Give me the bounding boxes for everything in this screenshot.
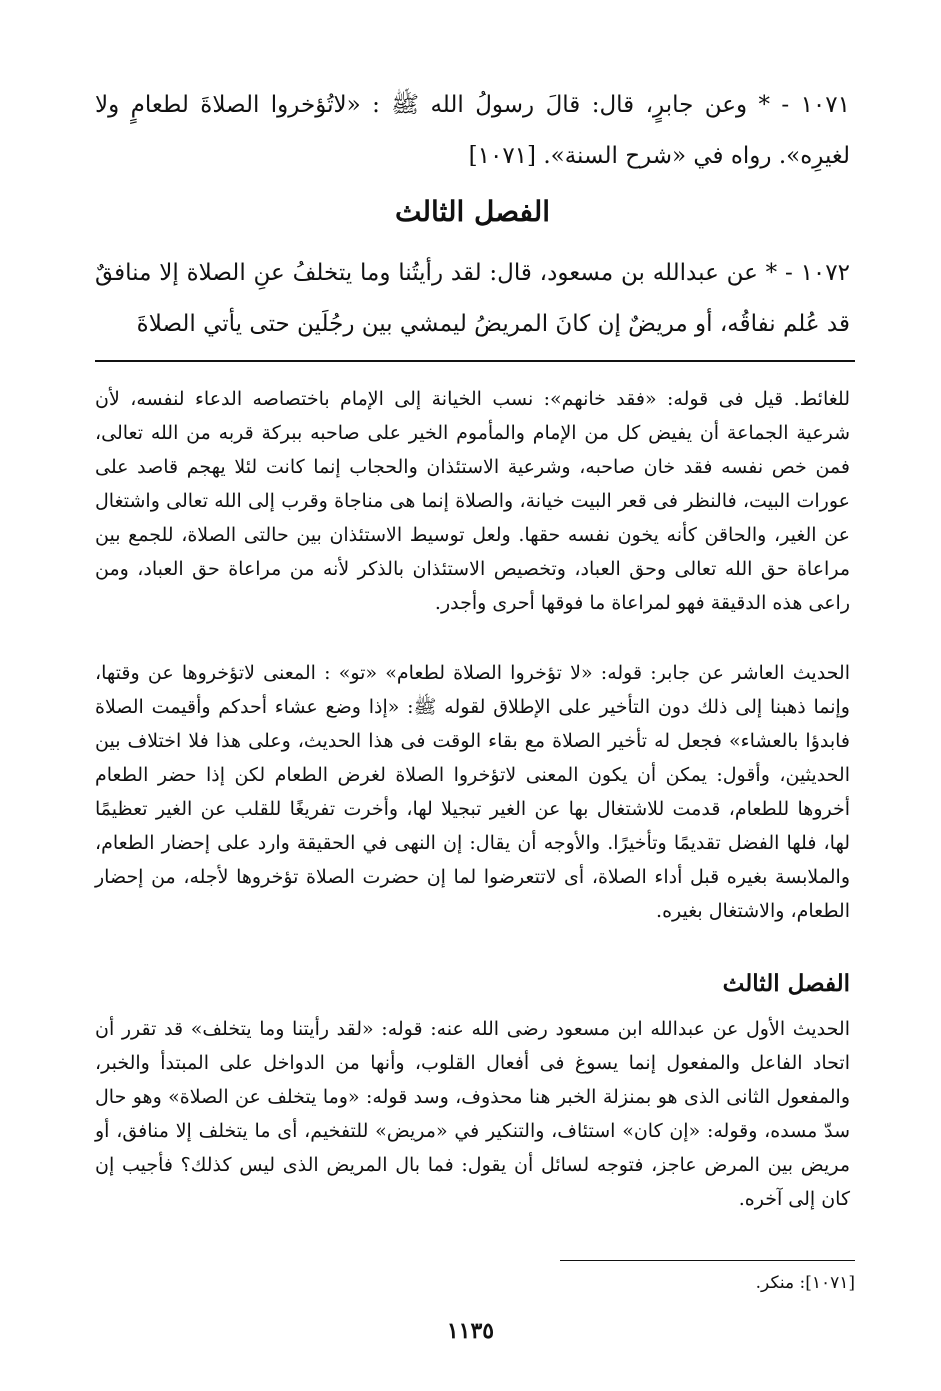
section-heading: الفصل الثالث: [394, 195, 551, 228]
commentary-paragraph-1: للغائط. قيل فى قوله: «فقد خانهم»: نسب الخيانة إلى الإمام باختصاصه الدعاء لنفسه، لأن شرعية الجماعة أن يفيض كل من الإمام والمأموم الخير على صاحبه ببركة قربه من الله تعالى، فمن خص نفسه فقد خان صاحبه، وشرعية الاستئذان والحجاب إنما كانت لئلا يهجم قاصد على عورات البيت، فالنظر فى قعر البيت خيانة، والصلاة إنما هى مناجاة وقرب إلى الله تعالى واشتغال عن الغير، والحاقن كأنه يخون نفسه حقها. ولعل توسيط الاستئذان بين حالتى الصلاة، للجمع بين مراعاة حق الله تعالى وحق العباد، وتخصيص الاستئذان بالذكر لأنه من مراعاة حق العباد، ومن راعى هذه الدقيقة فهو لمراعاة ما فوقها أحرى وأجدر.: [95, 388, 850, 614]
footnote: [١٠٧١]: منكر.: [755, 1273, 855, 1293]
commentary-subheading: الفصل الثالث: [722, 970, 850, 997]
commentary-paragraph-3: الحديث الأول عن عبدالله ابن مسعود رضى الله عنه: قوله: «لقد رأيتنا وما يتخلف» قد تقرر أن اتحاد الفاعل والمفعول إنما يسوغ فى أفعال القلوب، وأنها من الدواخل على المبتدأ والخبر، والمفعول الثانى الذى هو بمنزلة الخبر هنا محذوف، وسد قوله: «وما يتخلف عن الصلاة» وهو حال سدّ مسده، وقوله: «إن كان» استئاف، والتنكير في «مريض» للتفخيم، أى ما يتخلف إلا منافق، أو مريض بين المرض عاجز، فتوجه لسائل أن يقول: فما بال المريض الذى ليس كذلك؟ فأجيب إن كان إلى آخره.: [95, 1018, 850, 1210]
page-number: ١١٣٥: [446, 1318, 495, 1344]
hadith-1072: ١٠٧٢ - * عن عبدالله بن مسعود، قال: لقد رأيتُنا وما يتخلفُ عنِ الصلاة إلا منافقٌ قد عُلم نفاقُه، أو مريضٌ إن كانَ المريضُ ليمشي بين رجُلَين حتى يأتي الصلاةَ: [95, 260, 850, 337]
main-divider: [95, 360, 855, 362]
commentary-paragraph-2: الحديث العاشر عن جابر: قوله: «لا تؤخروا الصلاة لطعام» «تو» : المعنى لاتؤخروها عن وقتها، وإنما ذهبنا إلى ذلك دون التأخير على الإطلاق لقوله ﷺ: «إذا وضع عشاء أحدكم وأقيمت الصلاة فابدؤا بالعشاء» فجعل له تأخير الصلاة مع بقاء الوقت فى هذا الحديث، وعلى هذا فلا اختلاف بين الحديثين، وأقول: يمكن أن يكون المعنى لاتؤخروا الصلاة لغرض الطعام لكن إذا حضر الطعام أخروها للطعام، قدمت للاشتغال بها عن الغير تبجيلا لها، وأخرت تفريغًا للقلب عن الغير تعظيمًا لها، فلها الفضل تقديمًا وتأخيرًا. والأوجه أن يقال: إن النهى في الحقيقة وارد على إحضار الطعام، والملابسة بغيره قبل أداء الصلاة، أى لاتتعرضوا لما إن حضرت الصلاة تؤخروها لأجله، من إحضار الطعام، والاشتغال بغيره.: [95, 662, 850, 922]
footnote-divider: [560, 1260, 855, 1261]
hadith-1071: ١٠٧١ - * وعن جابرٍ، قال: قالَ رسولُ الله ﷺ : «لاتُؤخروا الصلاةَ لطعامٍ ولا لغيرِه». رواه في «شرح السنة». [١٠٧١]: [95, 92, 850, 169]
